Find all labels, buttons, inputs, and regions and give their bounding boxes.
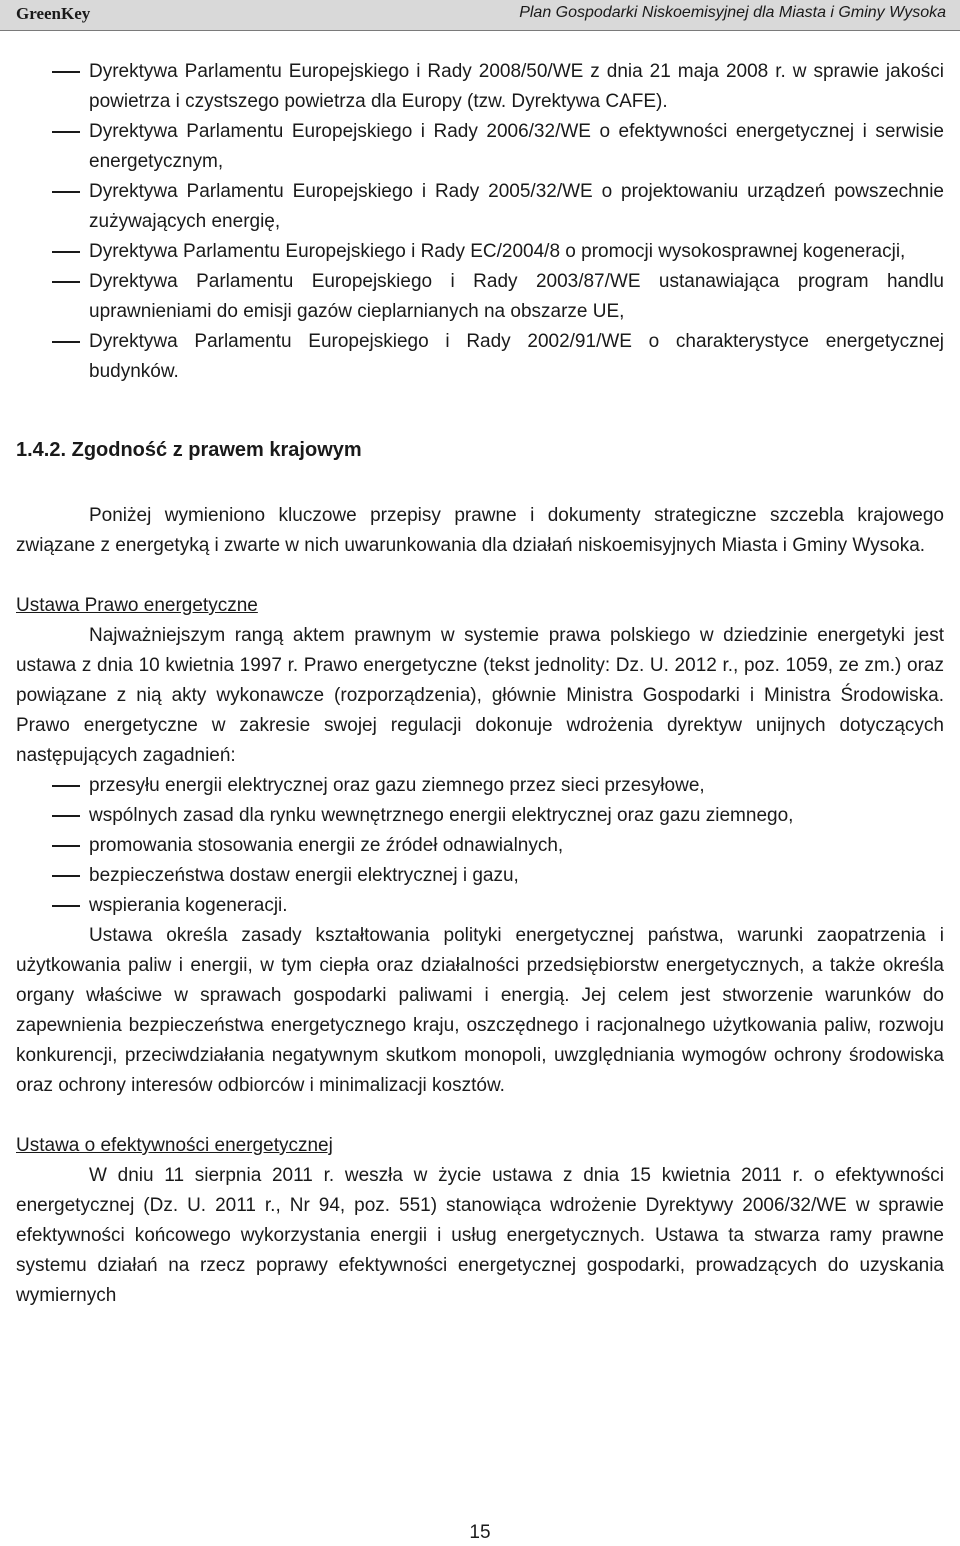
page-content xyxy=(16,57,944,1311)
subsection-title-prawo-energetyczne: Ustawa Prawo energetyczne xyxy=(16,595,258,616)
list-item: bezpieczeństwa dostaw energii elektrycznej i gazu, xyxy=(16,861,944,891)
dash-bullet xyxy=(52,815,80,817)
section-heading: 1.4.2. Zgodność z prawem krajowym xyxy=(16,439,362,461)
dash-bullet xyxy=(52,785,80,787)
dash-bullet xyxy=(52,131,80,133)
document-title: Plan Gospodarki Niskoemisyjnej dla Miasta i Gminy Wysoka xyxy=(519,4,946,21)
dash-bullet xyxy=(52,71,80,73)
dash-bullet xyxy=(52,191,80,193)
list-item: Dyrektywa Parlamentu Europejskiego i Rady 2002/91/WE o charakterystyce energetycznej budynków. xyxy=(16,327,944,387)
subsection-title-efektywnosc: Ustawa o efektywności energetycznej xyxy=(16,1135,333,1156)
list-item: przesyłu energii elektrycznej oraz gazu ziemnego przez sieci przesyłowe, xyxy=(16,771,944,801)
list-item: Dyrektywa Parlamentu Europejskiego i Rady EC/2004/8 o promocji wysokosprawnej kogeneracji, xyxy=(16,237,944,267)
list-item: wspólnych zasad dla rynku wewnętrznego energii elektrycznej oraz gazu ziemnego, xyxy=(16,801,944,831)
dash-bullet xyxy=(52,281,80,283)
list-item: promowania stosowania energii ze źródeł odnawialnych, xyxy=(16,831,944,861)
list-item: Dyrektywa Parlamentu Europejskiego i Rady 2005/32/WE o projektowaniu urządzeń powszechnie zużywających energię, xyxy=(16,177,944,237)
dash-bullet xyxy=(52,845,80,847)
page-number: 15 xyxy=(469,1522,491,1543)
prawo-energetyczne-paragraph-1: Najważniejszym rangą aktem prawnym w systemie prawa polskiego w dziedzinie energetyki jest ustawa z dnia 10 kwietnia 1997 r. Prawo energetyczne (tekst jednolity: Dz. U. 2012 r., poz. 1059, ze zm.) oraz powiązane z nią akty wykonawcze (rozporządzenia), głównie Ministra Gospodarki i Ministra Środowiska. Prawo energetyczne w zakresie swojej regulacji dokonuje wdrożenia dyrektyw unijnych dotyczących następujących zagadnień: xyxy=(16,625,944,766)
list-item: Dyrektywa Parlamentu Europejskiego i Rady 2003/87/WE ustanawiająca program handlu uprawnieniami do emisji gazów cieplarnianych na obszarze UE, xyxy=(16,267,944,327)
page-header xyxy=(0,0,960,31)
efektywnosc-paragraph: W dniu 11 sierpnia 2011 r. weszła w życie ustawa z dnia 15 kwietnia 2011 r. o efektywności energetycznej (Dz. U. 2011 r., Nr 94, poz. 551) stanowiąca wdrożenie Dyrektywy 2006/32/WE w sprawie efektywności końcowego wykorzystania energii i usług energetycznych. Ustawa ta stwarza ramy prawne systemu działań na rzecz poprawy efektywności energetycznej gospodarki, prowadzących do uzyskania wymiernych xyxy=(16,1165,944,1306)
dash-bullet xyxy=(52,875,80,877)
brand-name: GreenKey xyxy=(16,4,91,23)
dash-bullet xyxy=(52,341,80,343)
prawo-energetyczne-paragraph-2: Ustawa określa zasady kształtowania polityki energetycznej państwa, warunki zaopatrzenia i użytkowania paliw i energii, w tym ciepła oraz działalności przedsiębiorstw energetycznych, a także określa organy właściwe w sprawach gospodarki paliwami i energią. Jej celem jest stworzenie warunków do zapewnienia bezpieczeństwa energetycznego kraju, oszczędnego i racjonalnego użytkowania paliw, rozwoju konkurencji, przeciwdziałania negatywnym skutkom monopoli, uwzględniania wymogów ochrony środowiska oraz ochrony interesów odbiorców i minimalizacji kosztów. xyxy=(16,925,944,1096)
list-item: Dyrektywa Parlamentu Europejskiego i Rady 2006/32/WE o efektywności energetycznej i serwisie energetycznym, xyxy=(16,117,944,177)
dash-bullet xyxy=(52,905,80,907)
section-intro: Poniżej wymieniono kluczowe przepisy prawne i dokumenty strategiczne szczebla krajowego związane z energetyką i zwarte w nich uwarunkowania dla działań niskoemisyjnych Miasta i Gminy Wysoka. xyxy=(16,505,944,556)
list-item: Dyrektywa Parlamentu Europejskiego i Rady 2008/50/WE z dnia 21 maja 2008 r. w sprawie jakości powietrza i czystszego powietrza dla Europy (tzw. Dyrektywa CAFE). xyxy=(16,57,944,117)
list-item: wspierania kogeneracji. xyxy=(16,891,944,921)
dash-bullet xyxy=(52,251,80,253)
